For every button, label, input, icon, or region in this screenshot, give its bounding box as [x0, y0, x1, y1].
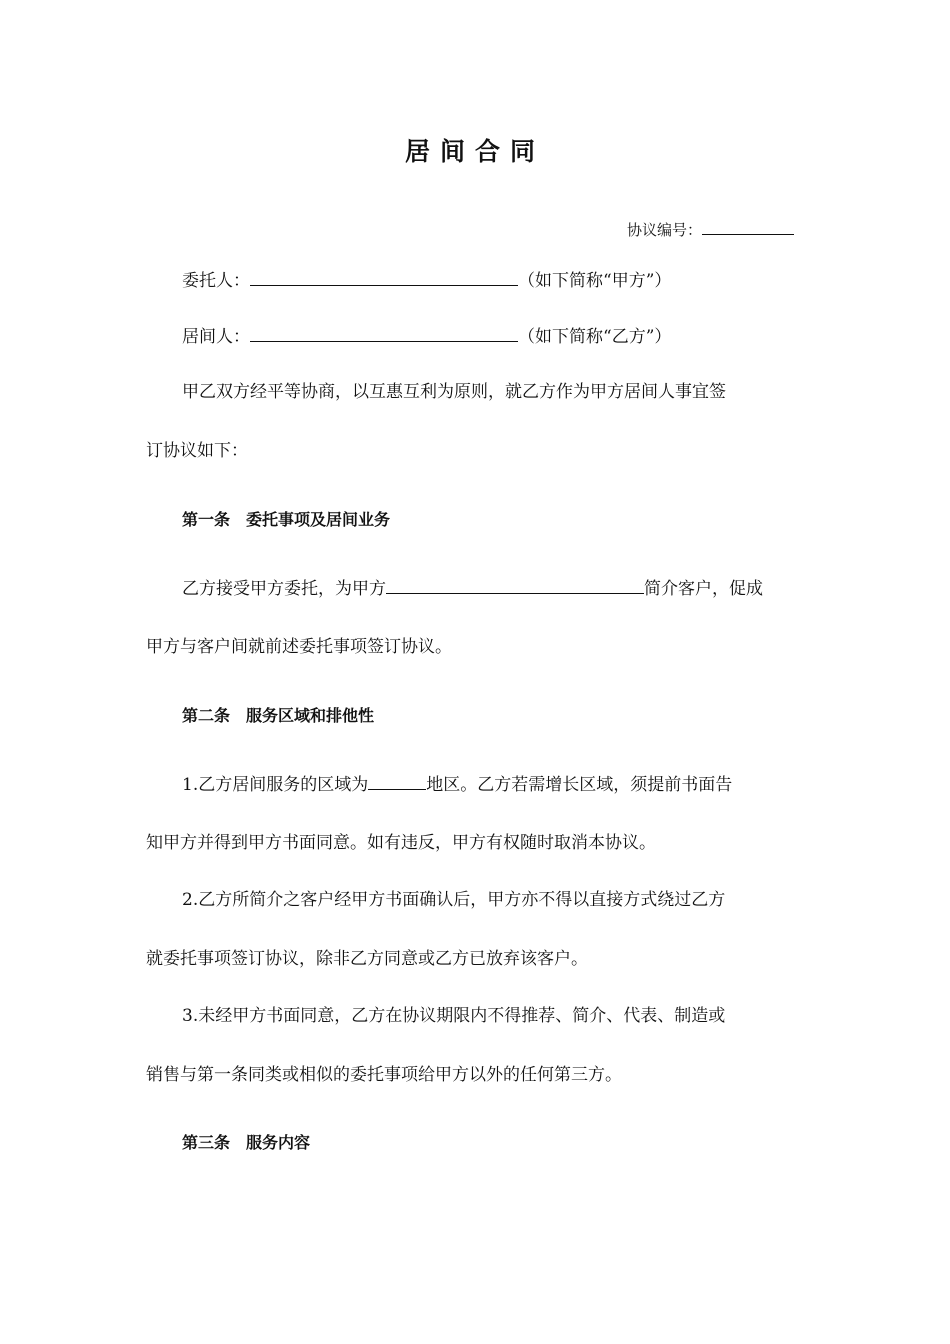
- intermediary-note: （如下简称“乙方”）: [518, 327, 672, 347]
- agreement-number: [627, 217, 794, 242]
- intermediary-blank[interactable]: [250, 324, 518, 342]
- region-blank[interactable]: [368, 772, 426, 790]
- article-2-item-3-line-2: 销售与第一条同类或相似的委托事项给甲方以外的任何第三方。: [146, 1065, 622, 1085]
- principal-note: （如下简称“甲方”）: [518, 271, 672, 291]
- article-2-item-1-line-1: [182, 772, 732, 797]
- article-2-item-2-line-1: 2.乙方所简介之客户经甲方书面确认后，甲方亦不得以直接方式绕过乙方: [182, 890, 726, 910]
- intermediary-label: 居间人：: [182, 327, 250, 347]
- agreement-number-blank[interactable]: [702, 217, 794, 235]
- article-1-blank[interactable]: [386, 576, 644, 594]
- article-1-line-1: [182, 576, 763, 601]
- principal-blank[interactable]: [250, 268, 518, 286]
- article-1-text-post: 简介客户，促成: [644, 579, 763, 599]
- article-3-heading: 第三条 服务内容: [182, 1133, 311, 1152]
- article-2-item-1-line-2: 知甲方并得到甲方书面同意。如有违反，甲方有权随时取消本协议。: [146, 833, 656, 853]
- article-1-text-pre: 乙方接受甲方委托，为甲方: [182, 579, 386, 599]
- principal-line: [182, 268, 671, 293]
- article-2-item-1-pre: 1.乙方居间服务的区域为: [182, 775, 369, 795]
- article-1-line-2: 甲方与客户间就前述委托事项签订协议。: [146, 637, 452, 657]
- article-2-item-1-post: 地区。乙方若需增长区域，须提前书面告: [426, 775, 733, 795]
- article-2-item-2-line-2: 就委托事项签订协议，除非乙方同意或乙方已放弃该客户。: [146, 949, 588, 969]
- document-title: 居间合同: [404, 137, 545, 166]
- article-1-heading: 第一条 委托事项及居间业务: [182, 510, 391, 529]
- agreement-number-label: 协议编号：: [627, 221, 703, 239]
- article-2-item-3-line-1: 3.未经甲方书面同意，乙方在协议期限内不得推荐、简介、代表、制造或: [182, 1006, 726, 1026]
- intro-line-2: 订协议如下：: [146, 441, 248, 461]
- principal-label: 委托人：: [182, 271, 250, 291]
- intro-line-1: 甲乙双方经平等协商，以互惠互利为原则，就乙方作为甲方居间人事宜签: [182, 382, 726, 402]
- intermediary-line: [182, 324, 671, 349]
- article-2-heading: 第二条 服务区域和排他性: [182, 706, 375, 725]
